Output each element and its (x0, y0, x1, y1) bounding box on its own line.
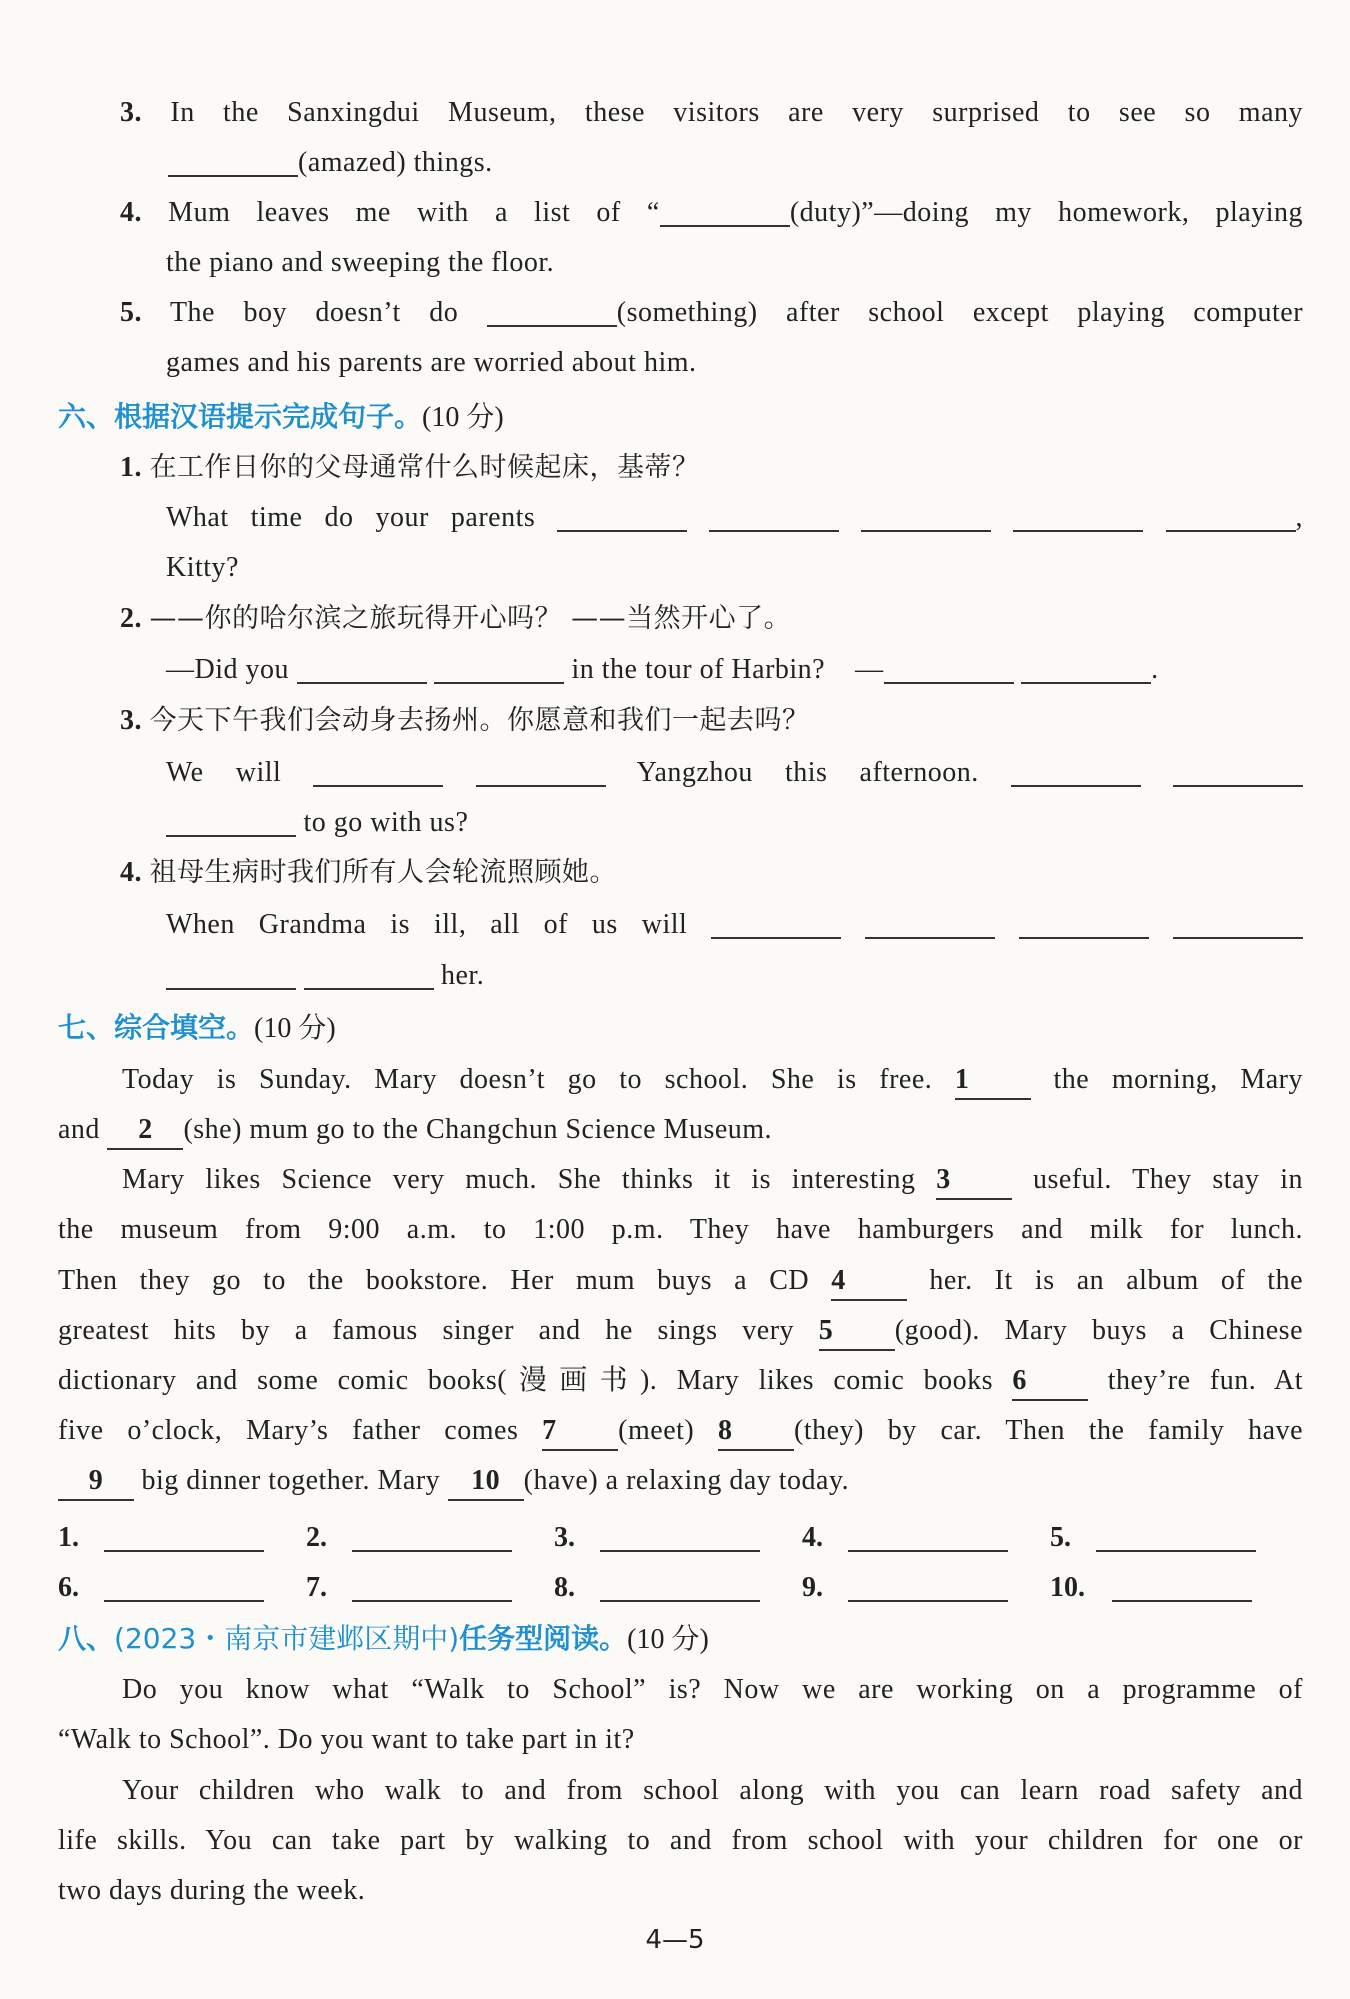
answer-slot[interactable]: 6. (58, 1563, 264, 1613)
q6-1-cn (120, 443, 1303, 493)
numbered-blank[interactable]: 8 (718, 1415, 794, 1451)
q5-5-line1 (120, 288, 1303, 338)
question-text: games and his parents are worried about him. (166, 347, 697, 378)
chinese-prompt: 祖母生病时我们所有人会轮流照顾她。 (149, 857, 617, 888)
section-title: 七、综合填空。 (58, 1011, 255, 1044)
passage-line (58, 1105, 1303, 1155)
section-points: (10 分) (422, 402, 504, 433)
sentence-text: her. (441, 960, 485, 991)
sentence-text: , (1295, 502, 1303, 533)
sentence-text: Yangzhou this afternoon. (636, 757, 979, 788)
passage-text: five o’clock, Mary’s father comes (58, 1415, 519, 1446)
q5-4-line1 (120, 188, 1303, 238)
answer-blank[interactable] (709, 500, 839, 532)
passage-line (122, 1665, 1303, 1715)
answer-slot[interactable]: 3. (554, 1513, 760, 1563)
passage-text: (she) mum go to the Changchun Science Museum. (183, 1114, 773, 1145)
answer-blank[interactable] (861, 500, 991, 532)
q5-4-line2 (166, 238, 1303, 288)
numbered-blank[interactable]: 5 (819, 1315, 895, 1351)
answer-blank[interactable] (166, 958, 296, 990)
section-title: 六、根据汉语提示完成句子。 (58, 400, 423, 433)
chinese-prompt: 今天下午我们会动身去扬州。你愿意和我们一起去吗？ (149, 705, 810, 736)
passage-text: and (58, 1114, 100, 1145)
question-number: 4. (120, 857, 142, 888)
passage-text: Mary likes Science very much. She thinks it is interesting (122, 1164, 916, 1195)
question-number: 3. (120, 97, 142, 128)
q6-1-en2 (166, 543, 1303, 593)
numbered-blank[interactable]: 3 (936, 1164, 1012, 1200)
question-text: (something) after school except playing computer (616, 297, 1304, 328)
q6-2-en (166, 645, 1303, 695)
passage-line (58, 1456, 1303, 1506)
passage-text: they’re fun. At (1107, 1365, 1304, 1396)
numbered-blank[interactable]: 9 (58, 1465, 134, 1501)
q5-3-line2 (168, 138, 1303, 188)
answer-row (58, 1563, 1303, 1613)
answer-blank[interactable] (660, 195, 790, 227)
passage-text: Do you know what “Walk to School” is? Now we are working on a programme of (122, 1674, 1303, 1705)
sentence-text: Kitty? (166, 552, 239, 583)
answer-slot[interactable]: 8. (554, 1563, 760, 1613)
passage-text: useful. They stay in (1032, 1164, 1304, 1195)
question-text: the piano and sweeping the floor. (166, 247, 555, 278)
sentence-text: — (855, 654, 884, 685)
question-number: 2. (120, 603, 142, 634)
question-text: (duty)”—doing my homework, playing (789, 197, 1304, 228)
answer-slot[interactable]: 9. (802, 1563, 1008, 1613)
page-number: 4—5 (645, 1925, 705, 1955)
passage-line (122, 1055, 1303, 1105)
passage-text: “Walk to School”. Do you want to take part in it? (58, 1724, 635, 1755)
passage-text: Your children who walk to and from school along with you can learn road safety and (122, 1775, 1303, 1806)
answer-blank[interactable] (1013, 500, 1143, 532)
answer-blank[interactable] (297, 652, 427, 684)
section-6-heading (58, 392, 504, 442)
section-7-heading (58, 1003, 336, 1053)
question-text: (amazed) things. (298, 147, 493, 178)
answer-blank[interactable] (166, 805, 296, 837)
answer-blank[interactable] (884, 652, 1014, 684)
answer-slot[interactable]: 2. (306, 1513, 512, 1563)
answer-blank[interactable] (1011, 755, 1141, 787)
numbered-blank[interactable]: 4 (831, 1265, 907, 1301)
answer-blank[interactable] (476, 755, 606, 787)
passage-text: greatest hits by a famous singer and he sings very (58, 1315, 795, 1346)
numbered-blank[interactable]: 2 (107, 1114, 183, 1150)
passage-text: Today is Sunday. Mary doesn’t go to school. She is free. (122, 1064, 933, 1095)
question-text: In the Sanxingdui Museum, these visitors are very surprised to see so many (170, 97, 1304, 128)
q6-1-en (166, 493, 1303, 543)
q6-4-cn (120, 848, 1303, 898)
answer-slot[interactable]: 5. (1050, 1513, 1256, 1563)
section-8-heading (58, 1614, 709, 1664)
answer-blank[interactable] (711, 907, 841, 939)
passage-text: Then they go to the bookstore. Her mum buys a CD (58, 1265, 810, 1296)
passage-line (58, 1816, 1303, 1866)
sentence-text: When Grandma is ill, all of us will (166, 909, 688, 940)
answer-slot[interactable]: 4. (802, 1513, 1008, 1563)
passage-text: her. It is an album of the (929, 1265, 1304, 1296)
question-text: Mum leaves me with a list of “ (168, 197, 660, 228)
question-number: 3. (120, 705, 142, 736)
answer-blank[interactable] (168, 145, 298, 177)
answer-slot[interactable]: 10. (1050, 1563, 1252, 1613)
answer-blank[interactable] (487, 295, 617, 327)
passage-line (58, 1866, 1303, 1916)
passage-line (58, 1256, 1303, 1306)
section-title: 八、 (58, 1622, 115, 1655)
answer-blank[interactable] (1166, 500, 1296, 532)
passage-text: two days during the week. (58, 1875, 366, 1906)
passage-text: life skills. You can take part by walking to and from school with your children for one or (58, 1825, 1303, 1856)
passage-line (58, 1205, 1303, 1255)
q6-4-en2 (166, 951, 1303, 1001)
sentence-text: to go with us? (303, 807, 469, 838)
passage-line (58, 1356, 1303, 1406)
passage-line (58, 1715, 1303, 1765)
q6-2-cn (120, 594, 1303, 644)
sentence-text: We will (166, 757, 282, 788)
numbered-blank[interactable]: 10 (448, 1465, 524, 1501)
passage-line (122, 1766, 1303, 1816)
section-points: (10 分) (627, 1624, 709, 1655)
sentence-text: —Did you (166, 654, 289, 685)
q6-4-en (166, 900, 1303, 950)
answer-blank[interactable] (1021, 652, 1151, 684)
passage-text: (have) a relaxing day today. (523, 1465, 850, 1496)
q6-3-cn (120, 696, 1303, 746)
q6-3-en2 (166, 798, 1303, 848)
answer-blank[interactable] (1173, 907, 1303, 939)
q5-5-line2 (166, 338, 1303, 388)
section-title: 任务型阅读。 (459, 1622, 628, 1655)
passage-text: the morning, Mary (1053, 1064, 1303, 1095)
numbered-blank[interactable]: 1 (955, 1064, 1031, 1100)
sentence-text: What time do your parents (166, 502, 536, 533)
answer-blank[interactable] (1019, 907, 1149, 939)
answer-blank[interactable] (1173, 755, 1303, 787)
section-points: (10 分) (254, 1013, 336, 1044)
answer-slot[interactable]: 7. (306, 1563, 512, 1613)
question-text: The boy doesn’t do (169, 297, 459, 328)
answer-blank[interactable] (313, 755, 443, 787)
passage-text: the museum from 9:00 a.m. to 1:00 p.m. They have hamburgers and milk for lunch. (58, 1214, 1303, 1245)
numbered-blank[interactable]: 7 (542, 1415, 618, 1451)
answer-blank[interactable] (434, 652, 564, 684)
section-source: (2023・南京市建邺区期中) (114, 1622, 460, 1655)
question-number: 1. (120, 452, 142, 483)
question-number: 5. (120, 297, 142, 328)
answer-blank[interactable] (557, 500, 687, 532)
passage-text: (meet) (618, 1415, 695, 1446)
answer-row (58, 1513, 1303, 1563)
passage-text: big dinner together. Mary (141, 1465, 441, 1496)
passage-text: (they) by car. Then the family have (794, 1415, 1304, 1446)
question-number: 4. (120, 197, 142, 228)
sentence-text: . (1151, 654, 1159, 685)
q6-3-en (166, 748, 1303, 798)
chinese-prompt: 在工作日你的父母通常什么时候起床，基蒂？ (149, 452, 700, 483)
passage-text: (good). Mary buys a Chinese (894, 1315, 1304, 1346)
q5-3-line1 (120, 88, 1303, 138)
passage-line (58, 1406, 1303, 1456)
passage-text: dictionary and some comic books(漫画书). Mary likes comic books (58, 1365, 994, 1396)
answer-blank[interactable] (304, 958, 434, 990)
chinese-prompt: ——你的哈尔滨之旅玩得开心吗？ ——当然开心了。 (149, 603, 792, 634)
answer-blank[interactable] (865, 907, 995, 939)
numbered-blank[interactable]: 6 (1012, 1365, 1088, 1401)
passage-line (122, 1155, 1303, 1205)
passage-line (58, 1306, 1303, 1356)
answer-slot[interactable]: 1. (58, 1513, 264, 1563)
sentence-text: in the tour of Harbin? (571, 654, 826, 685)
